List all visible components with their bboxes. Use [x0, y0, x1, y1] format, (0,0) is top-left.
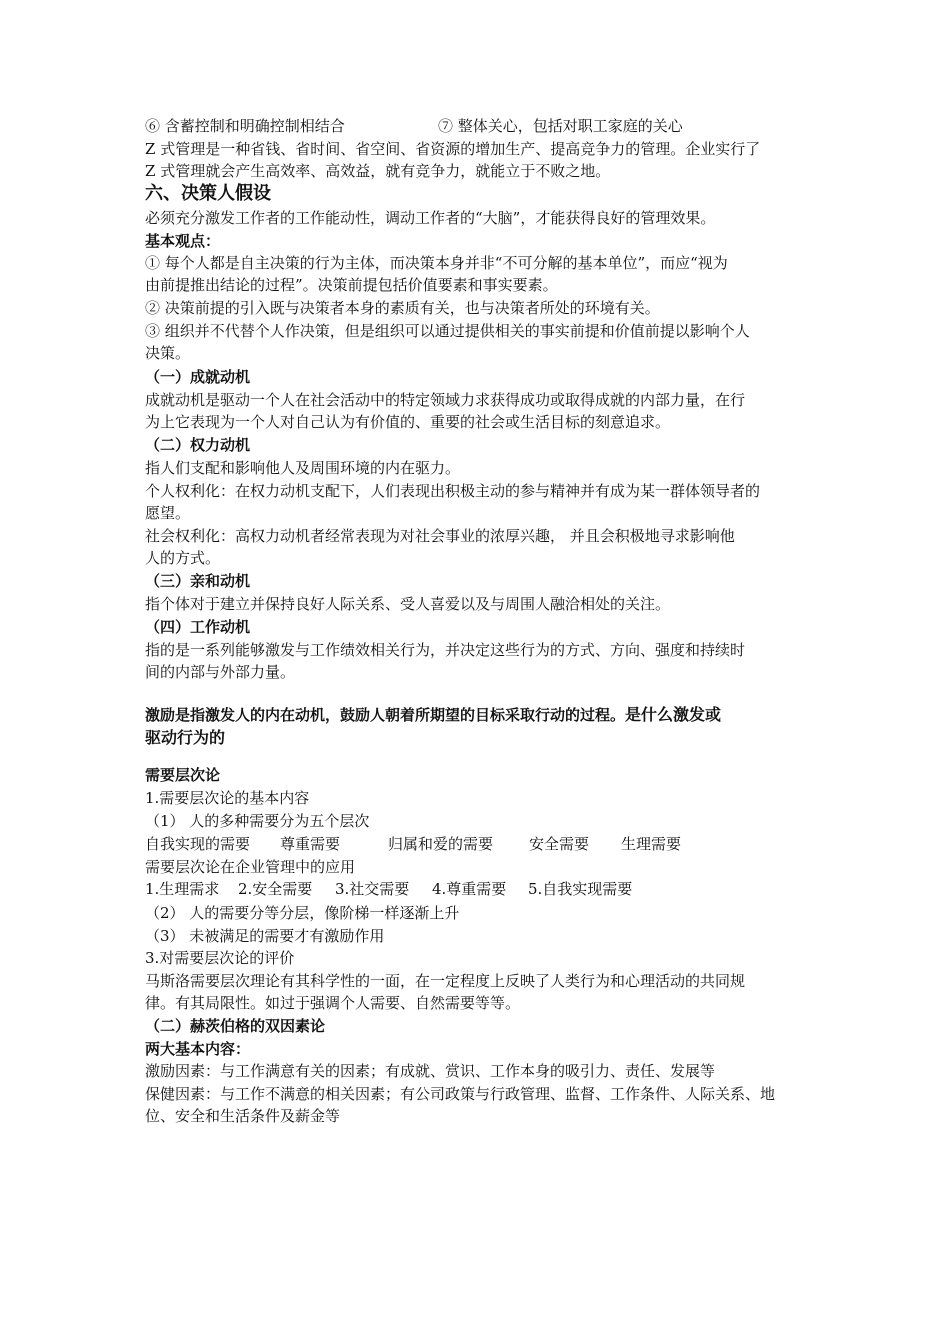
z-management-line-1: Z 式管理是一种省钱、省时间、省空间、省资源的增加生产、提高竞争力的管理。企业实行了 [145, 140, 761, 158]
incentive-question-a: 是什么激发或 [625, 705, 722, 724]
motivator-factors: 激励因素：与工作满意有关的因素；有成就、赏识、工作本身的吸引力、责任、发展等 [145, 1062, 716, 1080]
decision-intro: 必须充分激发工作者的工作能动性，调动工作者的“大脑”，才能获得良好的管理效果。 [145, 209, 716, 227]
app-safety: 2.安全需要 [238, 880, 313, 898]
need-evaluation-2: 律。有其局限性。如过于强调个人需要、自然需要等等。 [145, 994, 521, 1012]
point-3-line-1: ③ 组织并不代替个人作决策，但是组织可以通过提供相关的事实前提和价值前提以影响个人 [145, 322, 750, 340]
two-basic-label: 两大基本内容： [145, 1040, 251, 1058]
heading-work-motive: （四）工作动机 [145, 618, 251, 636]
level-physiological: 生理需要 [621, 835, 682, 853]
line-control-care [145, 115, 815, 137]
affiliation-text: 指个体对于建立并保持良好人际关系、受人喜爱以及与周围人融洽相处的关注。 [145, 595, 671, 613]
section-heading-decision: 六、决策人假设 [145, 183, 271, 204]
incentive-definition-line-1 [145, 703, 815, 727]
hygiene-factors-2: 位、安全和生活条件及薪金等 [145, 1107, 341, 1125]
power-text-2: 个人权利化：在权力动机支配下，人们表现出积极主动的参与精神并有成为某一群体领导者的 [145, 482, 761, 500]
point-2: ② 决策前提的引入既与决策者本身的素质有关，也与决策者所处的环境有关。 [145, 299, 660, 317]
point-3-line-2: 决策。 [145, 344, 191, 362]
point-1-line-1: ① 每个人都是自主决策的行为主体，而决策本身并非“不可分解的基本单位”，而应“视为 [145, 254, 728, 272]
incentive-question-b: 驱动行为的 [145, 728, 226, 747]
need-ladder: （2） 人的需要分等分层，像阶梯一样逐渐上升 [145, 904, 460, 922]
incentive-definition: 激励是指激发人的内在动机，鼓励人朝着所期望的目标采取行动的过程。 [145, 706, 626, 724]
level-safety: 安全需要 [529, 835, 590, 853]
item-6: ⑥ 含蓄控制和明确控制相结合 [145, 117, 345, 135]
heading-need-hierarchy: 需要层次论 [145, 766, 221, 784]
app-esteem: 4.尊重需要 [432, 880, 507, 898]
hygiene-factors-1: 保健因素：与工作不满意的相关因素；有公司政策与行政管理、监督、工作条件、人际关系、地 [145, 1085, 776, 1103]
heading-achievement-motive: （一）成就动机 [145, 368, 251, 386]
app-social: 3.社交需要 [335, 880, 410, 898]
level-belonging: 归属和爱的需要 [388, 835, 494, 853]
work-text-2: 间的内部与外部力量。 [145, 663, 296, 681]
level-esteem: 尊重需要 [280, 835, 341, 853]
basic-view-label: 基本观点： [145, 232, 221, 250]
app-self-actualization: 5.自我实现需要 [528, 880, 633, 898]
need-evaluation-1: 马斯洛需要层次理论有其科学性的一面，在一定程度上反映了人类行为和心理活动的共同规 [145, 972, 746, 990]
need-basic-content: 1.需要层次论的基本内容 [145, 789, 310, 807]
heading-herzberg: （二）赫茨伯格的双因素论 [145, 1017, 326, 1035]
need-unmet: （3） 未被满足的需要才有激励作用 [145, 927, 385, 945]
level-self-actualization: 自我实现的需要 [145, 835, 251, 853]
power-text-5: 人的方式。 [145, 549, 221, 567]
power-text-1: 指人们支配和影响他人及周围环境的内在驱力。 [145, 459, 461, 477]
power-text-3: 愿望。 [145, 504, 191, 522]
item-7: ⑦ 整体关心，包括对职工家庭的关心 [438, 117, 683, 135]
app-physiological: 1.生理需求 [145, 880, 220, 898]
power-text-4: 社会权利化：高权力动机者经常表现为对社会事业的浓厚兴趣， 并且会积极地寻求影响他 [145, 527, 735, 545]
heading-affiliation-motive: （三）亲和动机 [145, 572, 251, 590]
need-evaluation-title: 3.对需要层次论的评价 [145, 949, 295, 967]
need-application-title: 需要层次论在企业管理中的应用 [145, 858, 356, 876]
achievement-text-1: 成就动机是驱动一个人在社会活动中的特定领域力求获得成功或取得成就的内部力量，在行 [145, 391, 746, 409]
point-1-line-2: 由前提推出结论的过程”。决策前提包括价值要素和事实要素。 [145, 276, 558, 294]
need-five-levels: （1） 人的多种需要分为五个层次 [145, 812, 370, 830]
achievement-text-2: 为上它表现为一个人对自己认为有价值的、重要的社会或生活目标的刻意追求。 [145, 413, 671, 431]
work-text-1: 指的是一系列能够激发与工作绩效相关行为，并决定这些行为的方式、方向、强度和持续时 [145, 641, 746, 659]
heading-power-motive: （二）权力动机 [145, 436, 251, 454]
z-management-line-2: Z 式管理就会产生高效率、高效益，就有竞争力，就能立于不败之地。 [145, 162, 611, 180]
